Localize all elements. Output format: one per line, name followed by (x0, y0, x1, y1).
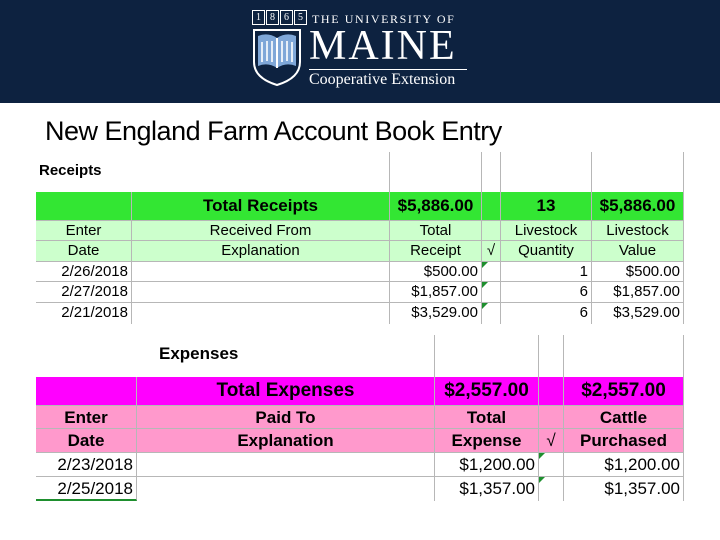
header-cell[interactable]: Cattle (564, 406, 684, 429)
header-cell[interactable]: Received From (132, 221, 390, 241)
expenses-title-row (36, 335, 684, 377)
cattle-cell[interactable]: $1,200.00 (564, 453, 684, 477)
year-digit: 6 (280, 10, 293, 25)
header-cell[interactable]: Paid To (137, 406, 435, 429)
header-cell[interactable]: Explanation (132, 241, 390, 262)
quantity-cell[interactable]: 6 (501, 303, 592, 324)
total-expenses-amount[interactable]: $2,557.00 (435, 377, 539, 406)
check-header[interactable]: √ (539, 429, 564, 453)
receipt-cell[interactable]: $3,529.00 (390, 303, 482, 324)
header-cell[interactable]: Livestock (592, 221, 684, 241)
total-cattle-purchased[interactable]: $2,557.00 (564, 377, 684, 406)
explanation-cell[interactable] (137, 453, 435, 477)
receipts-header-row-1 (36, 221, 684, 241)
date-cell[interactable]: 2/26/2018 (36, 262, 132, 282)
total-expenses-label[interactable]: Total Expenses (137, 377, 435, 406)
header-cell[interactable]: Quantity (501, 241, 592, 262)
table-row (36, 303, 684, 324)
spreadsheet-cell[interactable] (482, 192, 501, 221)
expenses-header-row-2 (36, 429, 684, 453)
total-livestock-value[interactable]: $5,886.00 (592, 192, 684, 221)
expenses-header-row-1 (36, 406, 684, 429)
header-banner (0, 0, 720, 103)
header-cell[interactable]: Enter (36, 221, 132, 241)
university-logo (252, 8, 470, 94)
header-cell[interactable]: Purchased (564, 429, 684, 453)
expenses-total-row (36, 377, 684, 406)
receipts-title-row (36, 152, 684, 192)
expense-cell[interactable]: $1,357.00 (435, 477, 539, 501)
maine-wordmark: MAINE (309, 23, 457, 69)
spreadsheet-cell[interactable] (564, 335, 684, 377)
spreadsheet-cell[interactable] (539, 377, 564, 406)
quantity-cell[interactable]: 6 (501, 282, 592, 303)
receipts-total-row (36, 192, 684, 221)
green-triangle-icon (482, 262, 488, 268)
spreadsheet-cell[interactable] (36, 192, 132, 221)
header-cell[interactable]: Livestock (501, 221, 592, 241)
header-cell[interactable]: Expense (435, 429, 539, 453)
receipts-title: Receipts (36, 152, 390, 192)
total-receipts-amount[interactable]: $5,886.00 (390, 192, 482, 221)
year-digit: 1 (252, 10, 265, 25)
spreadsheet-cell[interactable] (390, 152, 482, 192)
year-digit: 8 (266, 10, 279, 25)
spreadsheet-cell[interactable] (36, 377, 137, 406)
check-cell[interactable] (539, 453, 564, 477)
explanation-cell[interactable] (132, 262, 390, 282)
green-triangle-icon (539, 477, 545, 483)
explanation-cell[interactable] (132, 303, 390, 324)
total-receipts-label[interactable]: Total Receipts (132, 192, 390, 221)
expense-cell[interactable]: $1,200.00 (435, 453, 539, 477)
value-cell[interactable]: $500.00 (592, 262, 684, 282)
check-header[interactable]: √ (482, 241, 501, 262)
green-triangle-icon (482, 303, 488, 309)
check-cell[interactable] (482, 262, 501, 282)
spreadsheet-cell[interactable] (36, 335, 137, 377)
university-line: THE UNIVERSITY OF (312, 12, 456, 26)
cattle-cell[interactable]: $1,357.00 (564, 477, 684, 501)
receipt-cell[interactable]: $500.00 (390, 262, 482, 282)
date-cell[interactable]: 2/23/2018 (36, 453, 137, 477)
date-cell[interactable]: 2/27/2018 (36, 282, 132, 303)
cooperative-extension-text: Cooperative Extension (309, 71, 456, 88)
table-row (36, 453, 684, 477)
table-row (36, 262, 684, 282)
green-triangle-icon (482, 282, 488, 288)
receipt-cell[interactable]: $1,857.00 (390, 282, 482, 303)
quantity-cell[interactable]: 1 (501, 262, 592, 282)
check-cell[interactable] (482, 282, 501, 303)
header-cell[interactable]: Total (435, 406, 539, 429)
spreadsheet-cell[interactable] (501, 152, 592, 192)
expenses-sheet (36, 335, 684, 508)
header-cell[interactable]: Date (36, 241, 132, 262)
header-cell[interactable]: Total (390, 221, 482, 241)
logo-divider (309, 69, 467, 70)
header-cell[interactable]: Value (592, 241, 684, 262)
value-cell[interactable]: $3,529.00 (592, 303, 684, 324)
header-cell[interactable]: Enter (36, 406, 137, 429)
expenses-title: Expenses (137, 335, 435, 377)
header-cell[interactable]: Explanation (137, 429, 435, 453)
check-cell[interactable] (539, 477, 564, 501)
slide-title: New England Farm Account Book Entry (45, 116, 502, 146)
green-triangle-icon (539, 453, 545, 459)
year-digit: 5 (294, 10, 307, 25)
explanation-cell[interactable] (132, 282, 390, 303)
check-cell[interactable] (482, 303, 501, 324)
explanation-cell[interactable] (137, 477, 435, 501)
value-cell[interactable]: $1,857.00 (592, 282, 684, 303)
header-cell[interactable]: Date (36, 429, 137, 453)
spreadsheet-cell[interactable] (482, 152, 501, 192)
table-row (36, 282, 684, 303)
spreadsheet-cell[interactable] (539, 335, 564, 377)
table-row (36, 477, 684, 501)
shield-icon (252, 14, 302, 86)
spreadsheet-cell[interactable] (435, 335, 539, 377)
total-livestock-quantity[interactable]: 13 (501, 192, 592, 221)
date-cell[interactable]: 2/21/2018 (36, 303, 132, 324)
receipts-sheet (36, 152, 684, 324)
date-cell[interactable]: 2/25/2018 (36, 477, 137, 501)
receipts-header-row-2 (36, 241, 684, 262)
header-cell[interactable]: Receipt (390, 241, 482, 262)
spreadsheet-cell[interactable] (592, 152, 684, 192)
spreadsheet-cell[interactable] (539, 406, 564, 429)
spreadsheet-cell[interactable] (482, 221, 501, 241)
